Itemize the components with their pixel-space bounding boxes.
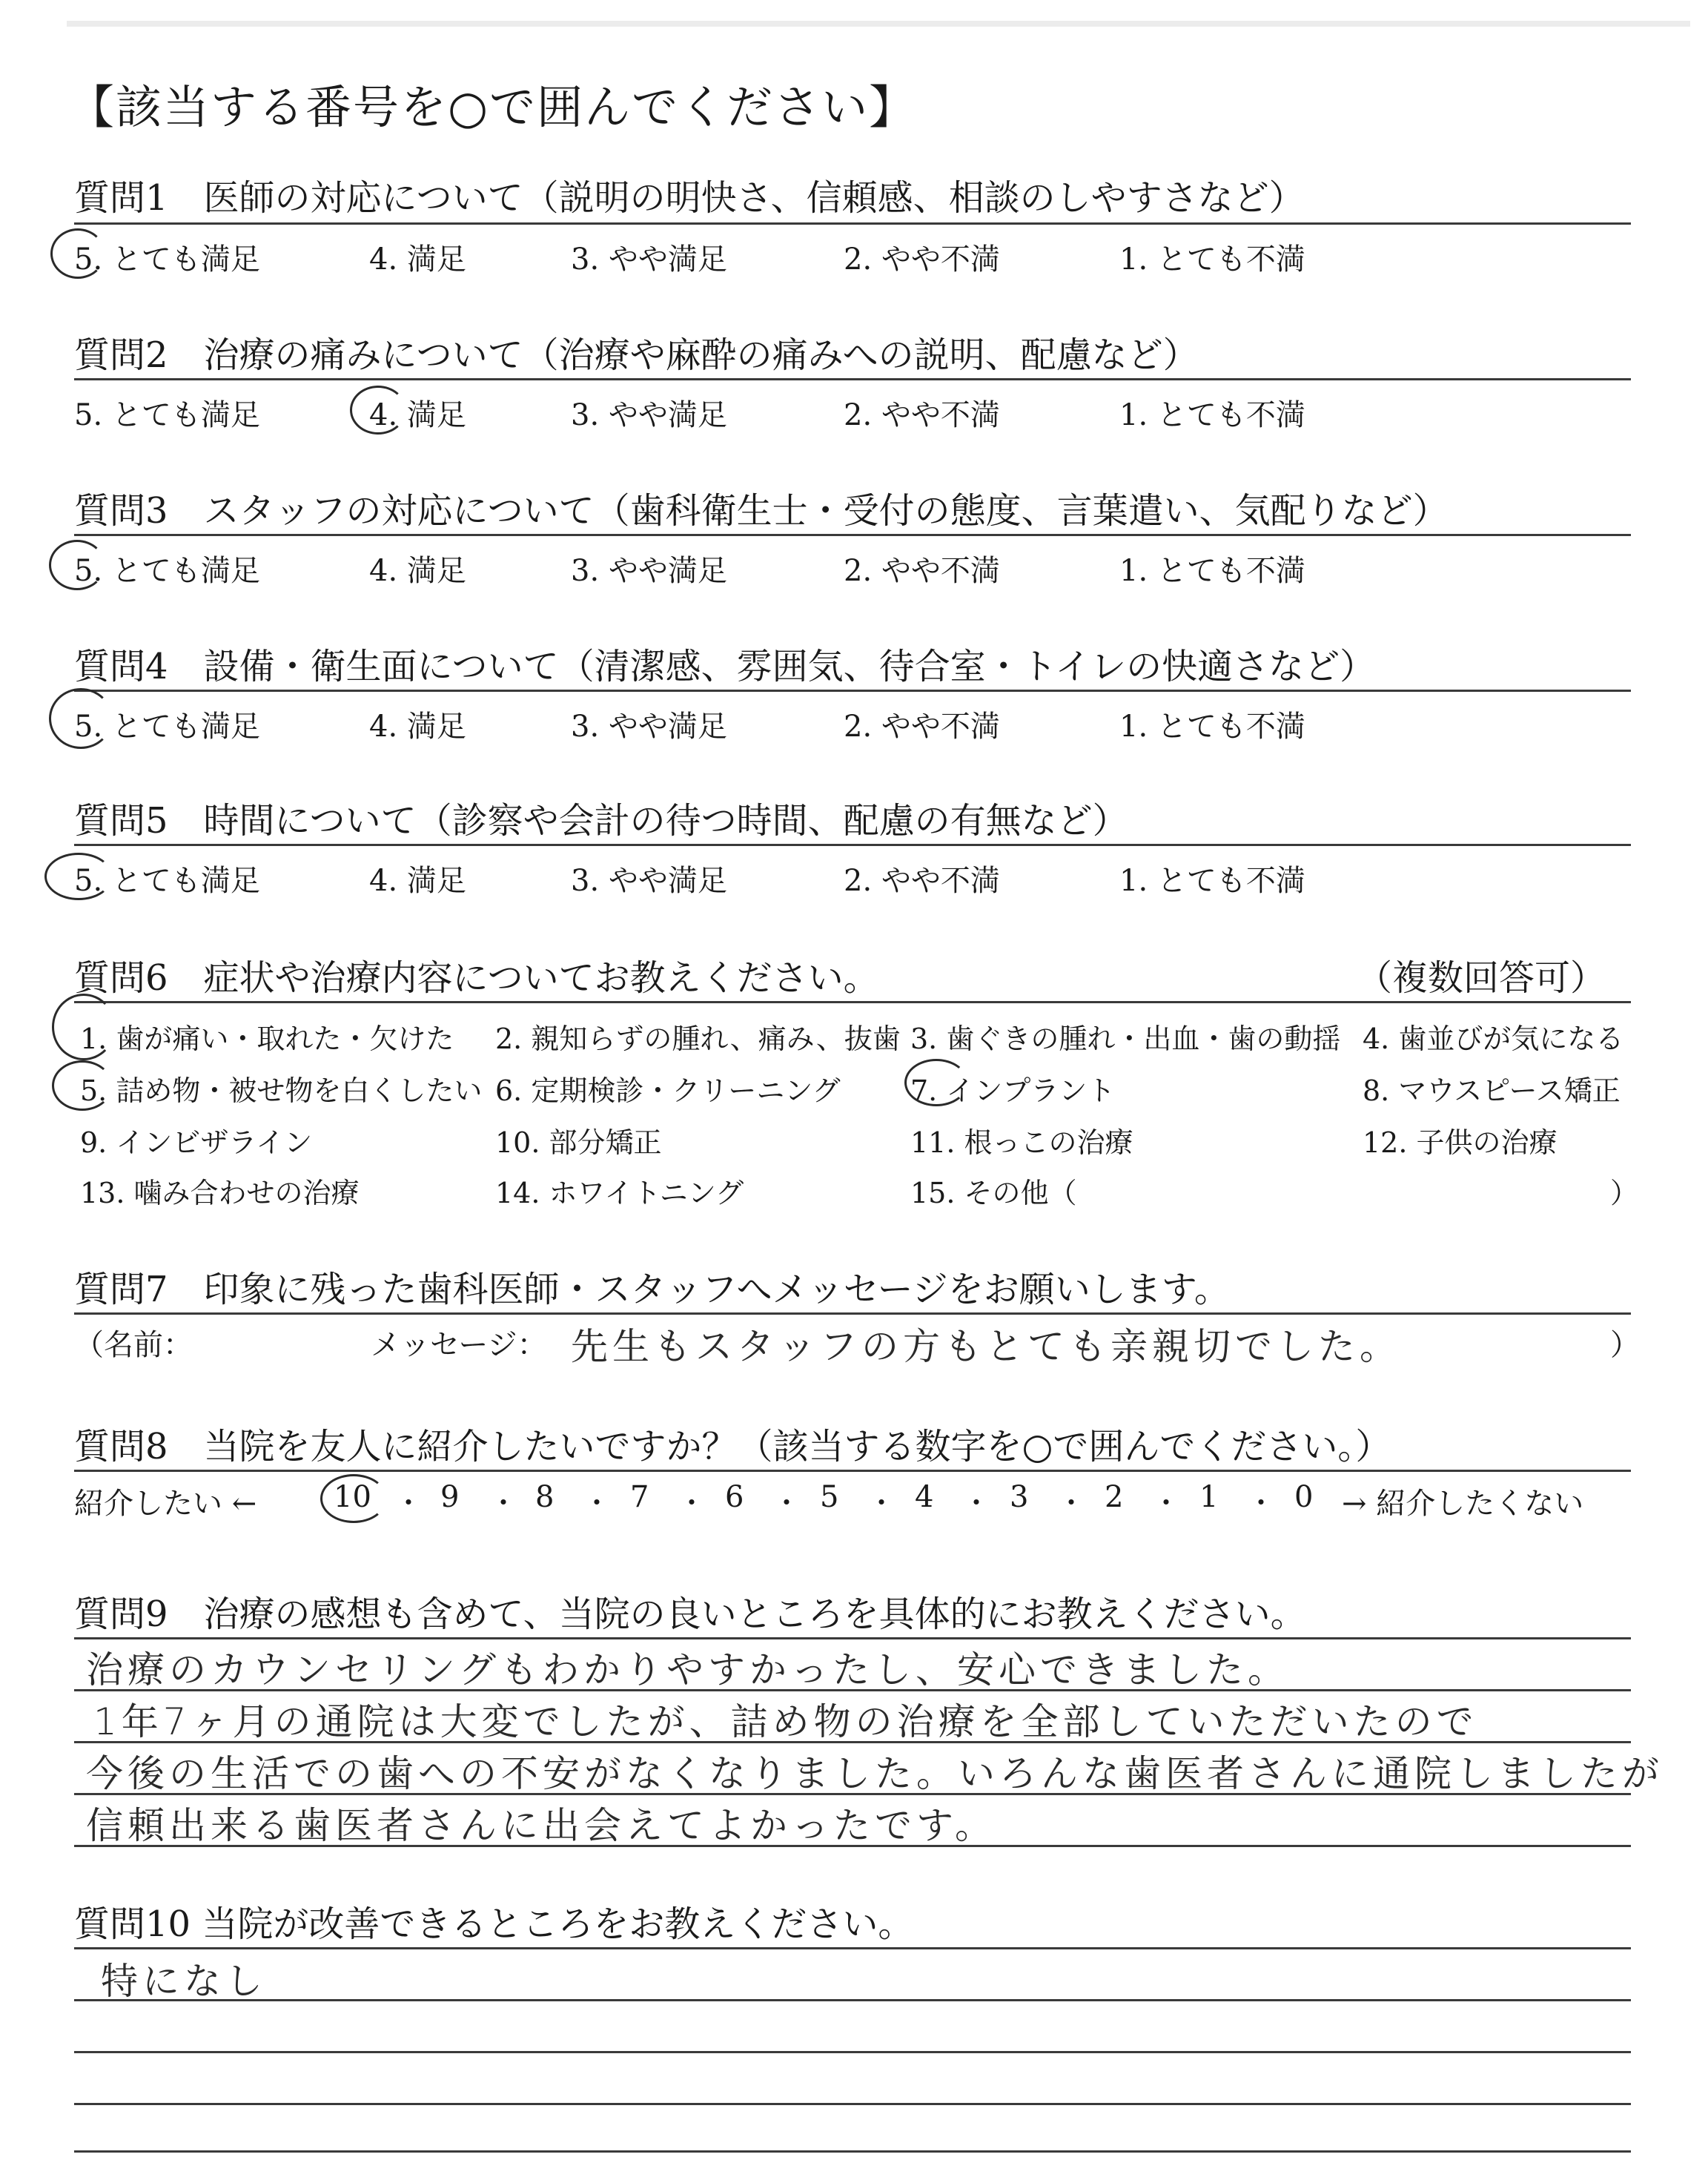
q3-option-5[interactable]: 5. とても満足: [74, 554, 260, 588]
q8-score-1[interactable]: 1: [1199, 1480, 1219, 1514]
q8-separator: ・: [1152, 1487, 1181, 1519]
question-8-rule: [74, 1470, 1631, 1472]
q2-option-4[interactable]: 4. 満足: [369, 398, 466, 432]
q6-option-12[interactable]: 12. 子供の治療: [1363, 1126, 1558, 1159]
q4-option-3[interactable]: 3. やや満足: [571, 710, 727, 744]
q8-score-10[interactable]: 10: [334, 1480, 371, 1514]
q3-option-3[interactable]: 3. やや満足: [571, 554, 727, 588]
q6-option-10[interactable]: 10. 部分矯正: [495, 1126, 662, 1159]
question-3-title: 質問3 スタッフの対応について（歯科衛生士・受付の態度、言葉遣い、気配りなど）: [74, 490, 1449, 532]
q8-separator: ・: [867, 1487, 896, 1519]
question-3-rule: [74, 534, 1631, 536]
q8-score-3[interactable]: 3: [1010, 1480, 1029, 1514]
q10-rule-5: [74, 2150, 1631, 2153]
q6-option-1[interactable]: 1. 歯が痛い・取れた・欠けた: [80, 1023, 454, 1055]
q6-option-3[interactable]: 3. 歯ぐきの腫れ・出血・歯の動揺: [910, 1023, 1341, 1055]
q2-answer-circle: [350, 386, 406, 435]
q9-handwritten-line-1[interactable]: 治療のカウンセリングもわかりやすかったし、安心できました。: [86, 1648, 1289, 1691]
q8-separator: ・: [583, 1487, 612, 1519]
question-1-title: 質問1 医師の対応について（説明の明快さ、信頼感、相談のしやすさなど）: [74, 177, 1305, 219]
q9-handwritten-line-2[interactable]: 1年7ヶ月の通院は大変でしたが、詰め物の治療を全部していただいたので: [93, 1700, 1478, 1743]
q7-close: ）: [1610, 1328, 1640, 1362]
q1-option-2[interactable]: 2. やや不満: [844, 242, 1000, 277]
q6-other-close: ）: [1610, 1177, 1639, 1209]
q9-handwritten-line-3[interactable]: 今後の生活での歯への不安がなくなりました。いろんな歯医者さんに通院しましたが: [86, 1752, 1664, 1795]
q5-option-5[interactable]: 5. とても満足: [74, 864, 260, 898]
q6-option-14[interactable]: 14. ホワイトニング: [495, 1177, 744, 1209]
q6-option-13[interactable]: 13. 噛み合わせの治療: [80, 1177, 360, 1209]
q6-answer-circle-7: [904, 1059, 968, 1106]
q8-score-9[interactable]: 9: [440, 1480, 460, 1514]
q6-option-9[interactable]: 9. インビザライン: [80, 1126, 313, 1159]
question-8-title: 質問8 当院を友人に紹介したいですか？（該当する数字を○で囲んでください。）: [74, 1426, 1391, 1467]
question-1-rule: [74, 222, 1631, 225]
q2-option-3[interactable]: 3. やや満足: [571, 398, 727, 432]
q8-score-4[interactable]: 4: [915, 1480, 934, 1514]
q7-message-label: メッセージ：: [371, 1328, 547, 1362]
q5-option-4[interactable]: 4. 満足: [369, 864, 466, 898]
question-10-title: 質問10 当院が改善できるところをお教えください。: [74, 1903, 914, 1945]
q8-score-7[interactable]: 7: [630, 1480, 649, 1514]
q1-option-5[interactable]: 5. とても満足: [74, 242, 260, 277]
q2-option-5[interactable]: 5. とても満足: [74, 398, 260, 432]
q8-separator: ・: [489, 1487, 518, 1519]
q3-option-2[interactable]: 2. やや不満: [844, 554, 1000, 588]
q10-rule-3: [74, 2051, 1631, 2053]
q6-option-4[interactable]: 4. 歯並びが気になる: [1363, 1023, 1624, 1055]
question-4-title: 質問4 設備・衛生面について（清潔感、雰囲気、待合室・トイレの快適さなど）: [74, 646, 1376, 687]
q6-option-8[interactable]: 8. マウスピース矯正: [1363, 1074, 1621, 1107]
q8-score-5[interactable]: 5: [820, 1480, 839, 1514]
q6-option-15[interactable]: 15. その他（: [910, 1177, 1077, 1209]
q1-answer-circle: [50, 228, 105, 279]
q8-left-label: 紹介したい ←: [74, 1487, 257, 1521]
q10-rule-4: [74, 2103, 1631, 2105]
q9-rule-1: [74, 1637, 1631, 1639]
q2-option-1[interactable]: 1. とても不満: [1119, 398, 1305, 432]
question-5-rule: [74, 844, 1631, 846]
q5-option-1[interactable]: 1. とても不満: [1119, 864, 1305, 898]
q8-separator: ・: [394, 1487, 423, 1519]
q6-option-7[interactable]: 7. インプラント: [910, 1074, 1116, 1107]
q1-option-1[interactable]: 1. とても不満: [1119, 242, 1305, 277]
q10-rule-2: [74, 1999, 1631, 2001]
q3-option-1[interactable]: 1. とても不満: [1119, 554, 1305, 588]
scan-edge: [67, 21, 1690, 27]
q8-separator: ・: [772, 1487, 801, 1519]
q4-answer-circle: [49, 688, 113, 749]
question-6-note: （複数回答可）: [1357, 957, 1606, 999]
q6-answer-circle-5: [52, 1060, 113, 1111]
q6-option-11[interactable]: 11. 根っこの治療: [910, 1126, 1133, 1159]
q4-option-2[interactable]: 2. やや不満: [844, 710, 1000, 744]
q5-option-3[interactable]: 3. やや満足: [571, 864, 727, 898]
question-4-rule: [74, 690, 1631, 692]
q5-option-2[interactable]: 2. やや不満: [844, 864, 1000, 898]
q1-option-4[interactable]: 4. 満足: [369, 242, 466, 277]
question-5-title: 質問5 時間について（診察や会計の待つ時間、配慮の有無など）: [74, 800, 1128, 842]
q6-option-2[interactable]: 2. 親知らずの腫れ、痛み、抜歯: [495, 1023, 901, 1055]
question-6-rule: [74, 1001, 1631, 1003]
q8-score-2[interactable]: 2: [1105, 1480, 1124, 1514]
question-2-title: 質問2 治療の痛みについて（治療や麻酔の痛みへの説明、配慮など）: [74, 334, 1199, 376]
q2-option-2[interactable]: 2. やや不満: [844, 398, 1000, 432]
q8-right-label: → 紹介したくない: [1342, 1487, 1584, 1521]
question-9-title: 質問9 治療の感想も含めて、当院の良いところを具体的にお教えください。: [74, 1593, 1306, 1635]
q5-answer-circle: [44, 853, 113, 900]
question-7-title: 質問7 印象に残った歯科医師・スタッフへメッセージをお願いします。: [74, 1269, 1230, 1310]
q1-option-3[interactable]: 3. やや満足: [571, 242, 727, 277]
q6-option-5[interactable]: 5. 詰め物・被せ物を白くしたい: [80, 1074, 483, 1107]
q4-option-1[interactable]: 1. とても不満: [1119, 710, 1305, 744]
q8-score-0[interactable]: 0: [1294, 1480, 1314, 1514]
question-7-rule: [74, 1312, 1631, 1315]
q8-answer-circle: [320, 1474, 387, 1523]
q9-handwritten-line-4[interactable]: 信頼出来る歯医者さんに出会えてよかったです。: [86, 1804, 996, 1847]
q7-name-label: （名前：: [74, 1328, 193, 1362]
q4-option-4[interactable]: 4. 満足: [369, 710, 466, 744]
question-6-title: 質問6 症状や治療内容についてお教えください。: [74, 957, 879, 999]
q8-score-8[interactable]: 8: [535, 1480, 555, 1514]
q7-message-handwritten[interactable]: 先生もスタッフの方もとても亲親切でした。: [571, 1325, 1401, 1368]
q10-rule-1: [74, 1947, 1631, 1949]
question-2-rule: [74, 378, 1631, 380]
form-header: 【該当する番号を○で囲んでください】: [68, 80, 917, 134]
q6-option-6[interactable]: 6. 定期検診・クリーニング: [495, 1074, 841, 1107]
q8-separator: ・: [1057, 1487, 1086, 1519]
q6-answer-circle-1: [52, 994, 116, 1060]
q8-separator: ・: [962, 1487, 991, 1519]
q8-separator: ・: [1247, 1487, 1276, 1519]
q4-option-5[interactable]: 5. とても満足: [74, 710, 260, 744]
q10-handwritten-line-1[interactable]: 特になし: [101, 1960, 267, 2003]
q8-score-6[interactable]: 6: [725, 1480, 744, 1514]
q3-option-4[interactable]: 4. 満足: [369, 554, 466, 588]
q8-separator: ・: [678, 1487, 706, 1519]
q3-answer-circle: [49, 540, 105, 590]
